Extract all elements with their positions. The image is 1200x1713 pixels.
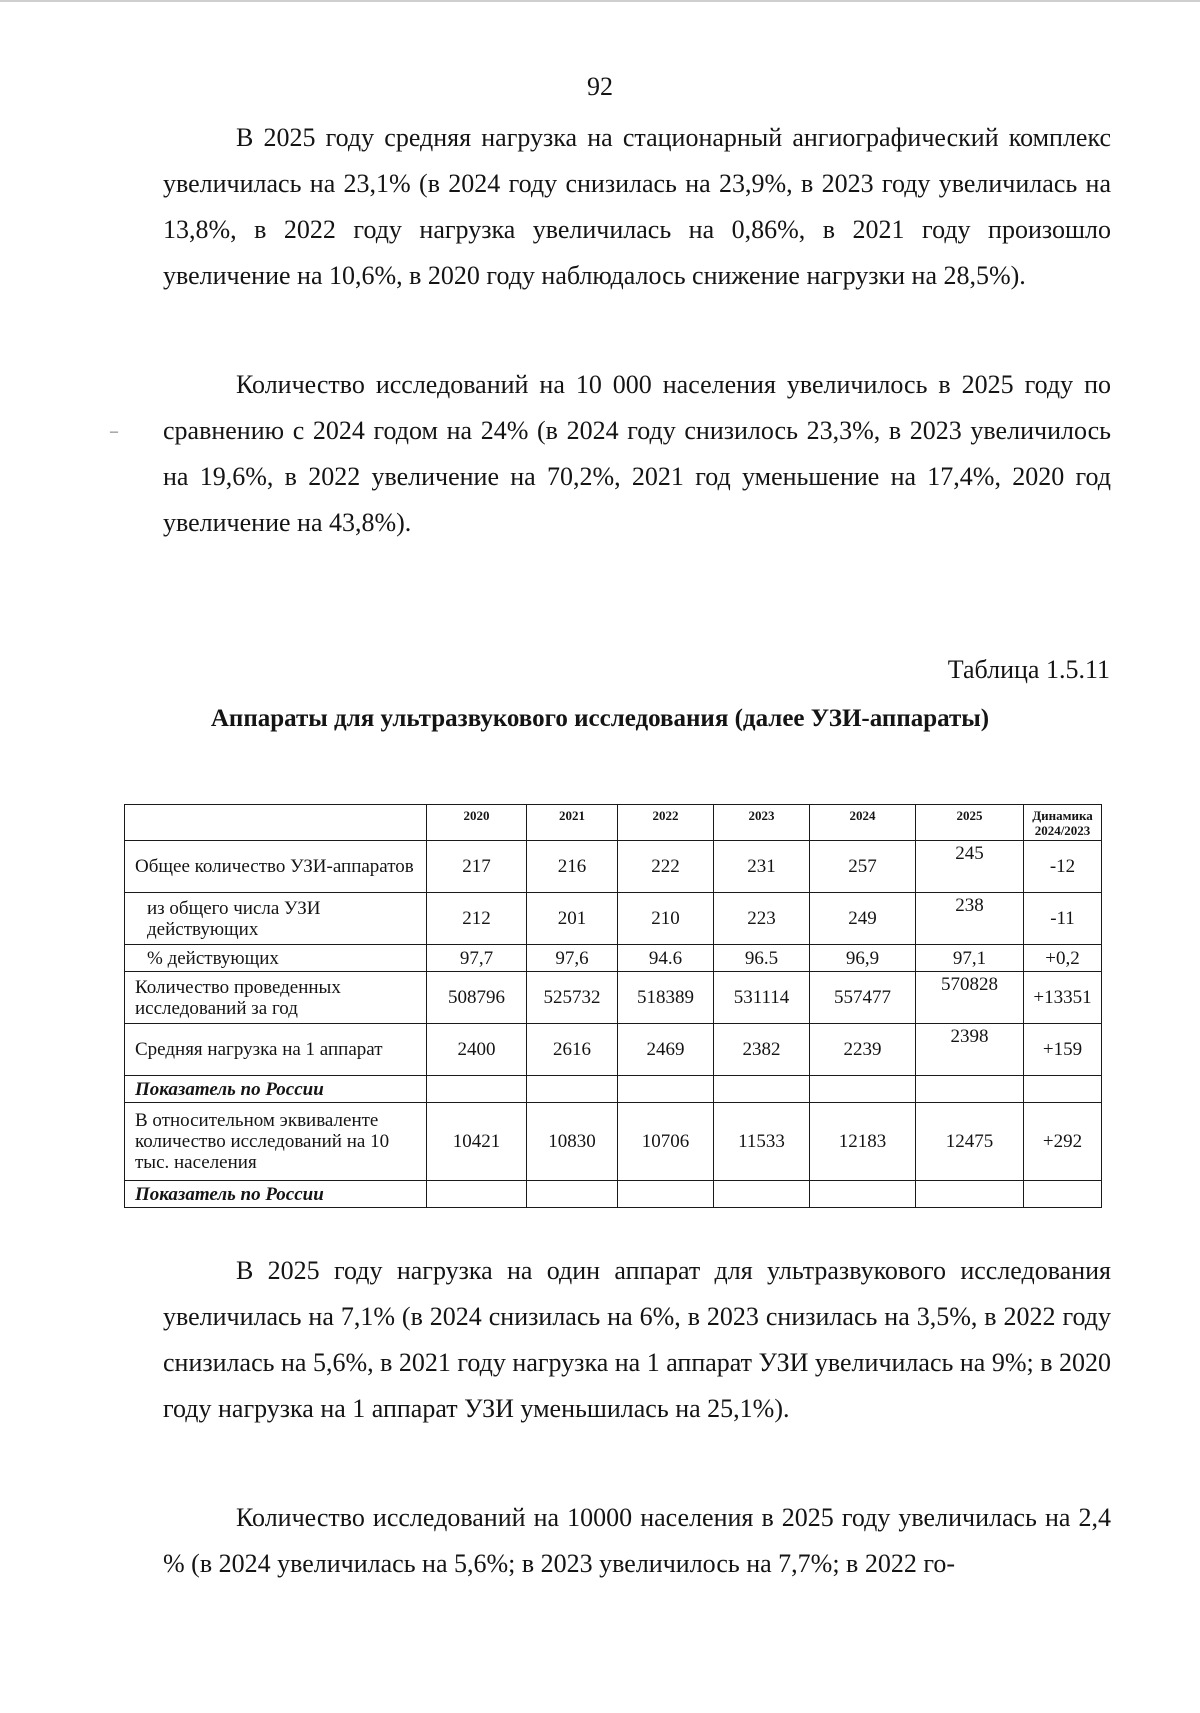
- paragraph-angiography-load: В 2025 году средняя нагрузка на стационарный ангиографический комплекс увеличилась на 23,1% (в 2024 году снизилась на 23,9%, в 2023 году увеличилась на 13,8%, в 2022 году нагрузка увеличилась на 0,86%, в 2021 году произошло увеличение на 10,6%, в 2020 году наблюдалось снижение нагрузки на 28,5%).: [163, 123, 1111, 290]
- table-cell: [618, 1076, 714, 1103]
- table-cell: 525732: [527, 972, 618, 1024]
- table-cell: 2469: [618, 1024, 714, 1076]
- table-cell: 238: [916, 893, 1024, 945]
- table-cell: 97,1: [916, 945, 1024, 972]
- table-cell: [916, 1181, 1024, 1208]
- table-cell: 10421: [427, 1103, 527, 1181]
- table-row: [125, 1024, 1102, 1076]
- row-label: Средняя нагрузка на 1 аппарат: [125, 1024, 427, 1076]
- table-row: [125, 841, 1102, 893]
- table-cell: 557477: [810, 972, 916, 1024]
- row-label: Показатель по России: [125, 1181, 427, 1208]
- table-cell: 94.6: [618, 945, 714, 972]
- table-cell: [427, 1181, 527, 1208]
- table-row: [125, 1181, 1102, 1208]
- table-cell: 210: [618, 893, 714, 945]
- table-cell: [527, 1181, 618, 1208]
- table-cell: 223: [714, 893, 810, 945]
- table-cell: [1024, 1076, 1102, 1103]
- table-cell: [714, 1181, 810, 1208]
- table-cell: 231: [714, 841, 810, 893]
- header-cell: Динамика 2024/2023: [1024, 805, 1102, 841]
- table-cell: 518389: [618, 972, 714, 1024]
- table-cell: 257: [810, 841, 916, 893]
- table-cell: 2398: [916, 1024, 1024, 1076]
- table-cell: 2239: [810, 1024, 916, 1076]
- table-cell: 531114: [714, 972, 810, 1024]
- header-cell: 2025: [916, 805, 1024, 841]
- table-cell: 2616: [527, 1024, 618, 1076]
- table-cell: 10830: [527, 1103, 618, 1181]
- table-cell: [810, 1181, 916, 1208]
- table-cell: 11533: [714, 1103, 810, 1181]
- page-number: 92: [587, 72, 613, 101]
- table-cell: 217: [427, 841, 527, 893]
- row-label: Показатель по России: [125, 1076, 427, 1103]
- table-cell: 201: [527, 893, 618, 945]
- header-cell: 2020: [427, 805, 527, 841]
- table-cell: 2400: [427, 1024, 527, 1076]
- row-label: из общего числа УЗИ действующих: [125, 893, 427, 945]
- table-cell: [916, 1076, 1024, 1103]
- table-cell: 212: [427, 893, 527, 945]
- header-cell: 2021: [527, 805, 618, 841]
- table-cell: 216: [527, 841, 618, 893]
- table-cell: 249: [810, 893, 916, 945]
- table-cell: -12: [1024, 841, 1102, 893]
- header-cell: 2023: [714, 805, 810, 841]
- table-cell: +292: [1024, 1103, 1102, 1181]
- row-label: В относительном эквиваленте количество исследований на 10 тыс. населения: [125, 1103, 427, 1181]
- table-cell: 12475: [916, 1103, 1024, 1181]
- paragraph-research-per-10000: Количество исследований на 10 000 населения увеличилось в 2025 году по сравнению с 2024 годом на 24% (в 2024 году снизилось 23,3%, в 2023 увеличилось на 19,6%, в 2022 увеличение на 70,2%, 2021 год уменьшение на 17,4%, 2020 год увеличение на 43,8%).: [163, 370, 1111, 537]
- table-cell: +0,2: [1024, 945, 1102, 972]
- table-row: [125, 1103, 1102, 1181]
- table-number: Таблица 1.5.11: [947, 655, 1110, 684]
- table-header-row: [125, 805, 1102, 841]
- scan-artifact-mark: –: [110, 423, 118, 440]
- table-title: Аппараты для ультразвукового исследования (далее УЗИ-аппараты): [210, 705, 990, 732]
- scan-top-edge: [0, 0, 1200, 2]
- table-row: [125, 945, 1102, 972]
- paragraph-ultrasound-per-10000: Количество исследований на 10000 населения в 2025 году увеличилась на 2,4 % (в 2024 увеличилась на 5,6%; в 2023 увеличилось на 7,7%; в 2022 го-: [163, 1503, 1111, 1578]
- table-cell: [714, 1076, 810, 1103]
- table-row: [125, 893, 1102, 945]
- table-cell: 2382: [714, 1024, 810, 1076]
- table-cell: +13351: [1024, 972, 1102, 1024]
- table-cell: 97,6: [527, 945, 618, 972]
- table-cell: 96,9: [810, 945, 916, 972]
- table-cell: -11: [1024, 893, 1102, 945]
- row-label: % действующих: [125, 945, 427, 972]
- table-cell: 570828: [916, 972, 1024, 1024]
- row-label: Количество проведенных исследований за год: [125, 972, 427, 1024]
- table-cell: [527, 1076, 618, 1103]
- table-cell: 508796: [427, 972, 527, 1024]
- table-cell: +159: [1024, 1024, 1102, 1076]
- table-cell: 12183: [810, 1103, 916, 1181]
- header-cell: [125, 805, 427, 841]
- table-row: [125, 1076, 1102, 1103]
- table-cell: 97,7: [427, 945, 527, 972]
- table-cell: [1024, 1181, 1102, 1208]
- row-label: Общее количество УЗИ-аппаратов: [125, 841, 427, 893]
- table-cell: 245: [916, 841, 1024, 893]
- table-row: [125, 972, 1102, 1024]
- table-cell: [618, 1181, 714, 1208]
- table-cell: [427, 1076, 527, 1103]
- table-cell: 10706: [618, 1103, 714, 1181]
- table-cell: 96.5: [714, 945, 810, 972]
- paragraph-ultrasound-load: В 2025 году нагрузка на один аппарат для ультразвукового исследования увеличилась на 7,1% (в 2024 снизилась на 6%, в 2023 снизилась на 3,5%, в 2022 году снизилась на 5,6%, в 2021 году нагрузка на 1 аппарат УЗИ увеличилась на 9%; в 2020 году нагрузка на 1 аппарат УЗИ уменьшилась на 25,1%).: [163, 1256, 1111, 1423]
- table-cell: [810, 1076, 916, 1103]
- ultrasound-devices-table: [124, 804, 1102, 1208]
- header-cell: 2022: [618, 805, 714, 841]
- table-cell: 222: [618, 841, 714, 893]
- header-cell: 2024: [810, 805, 916, 841]
